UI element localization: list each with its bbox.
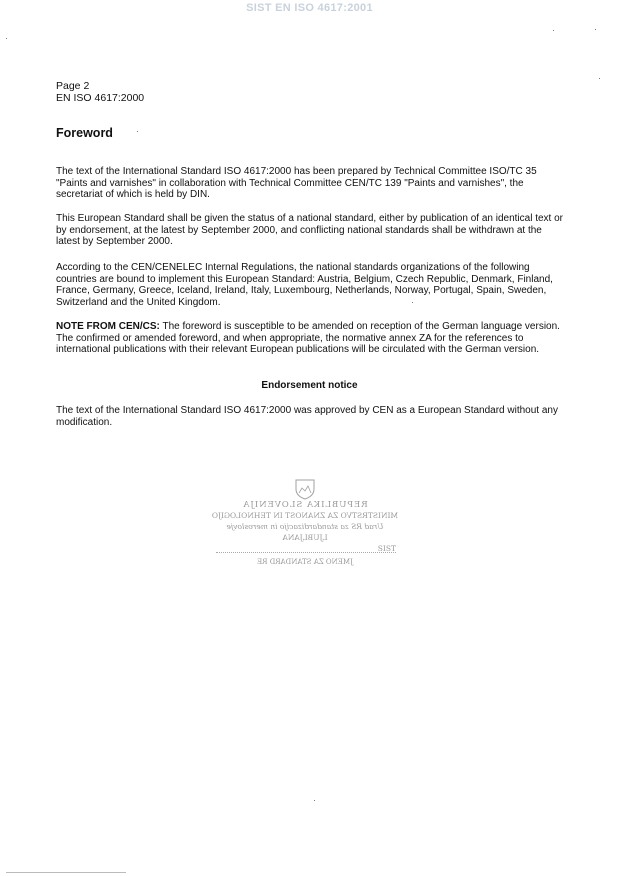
watermark: SIST EN ISO 4617:2001 [246,2,373,14]
stamp-dotted-line [216,552,396,553]
scan-speck [553,30,554,31]
document-id: EN ISO 4617:2000 [56,92,145,104]
scan-speck [137,131,138,132]
stamp-line-6: JMENO ZA STANDARD RE [257,558,353,566]
scan-speck [6,38,7,39]
scan-speck [595,29,596,30]
endorsement-heading: Endorsement notice [261,380,358,391]
official-stamp [210,478,400,578]
stamp-line-1: REPUBLIKA SLOVENIJA [242,500,368,510]
stamp-line-3: Urad RS za standardizacijo in meroslovje [226,522,384,531]
page-header [56,80,144,104]
foreword-heading: Foreword [56,126,113,140]
paragraph-1: The text of the International Standard ISO 4617:2000 has been prepared by Technical Committee ISO/TC 35 "Paints and varnishes" in collaboration with Technical Committee CEN/TC 139 "Paints and varnishes", the secretariat of which is held by DIN. [56,166,537,201]
page-number: Page 2 [56,80,90,92]
scan-speck [314,800,315,801]
footer-rule [6,872,126,873]
note-paragraph [56,321,564,356]
note-text: The foreword is susceptible to be amended on reception of the German language version. The confirmed or amended foreword, and when appropriate, the normative annex ZA for the references to international publications with their relevant European publications will be circulated with the German version. [56,321,560,356]
stamp-line-2: MINISTRSTVO ZA ZNANOST IN TEHNOLOGIJO [211,511,399,520]
stamp-line-4: LJUBLJANA [282,533,328,542]
scan-speck [412,302,413,303]
stamp-line-5: SIST [377,544,396,553]
paragraph-2: This European Standard shall be given the status of a national standard, either by publication of an identical text or by endorsement, at the latest by September 2000, and conflicting national standards shall be withdrawn at the latest by September 2000. [56,213,563,248]
note-label: NOTE FROM CEN/CS: [56,321,160,332]
scan-speck [599,78,600,79]
paragraph-3: According to the CEN/CENELEC Internal Regulations, the national standards organizations of the following countries are bound to implement this European Standard: Austria, Belgium, Czech Republic, Denmark, Finland, France, Germany, Greece, Iceland, Ireland, Italy, Luxembourg, Netherlands, Norway, Portugal, Spain, Sweden, Switzerland and the United Kingdom. [56,262,553,308]
coat-of-arms-icon [293,478,317,500]
endorsement-text: The text of the International Standard ISO 4617:2000 was approved by CEN as a European Standard without any modification. [56,405,558,428]
